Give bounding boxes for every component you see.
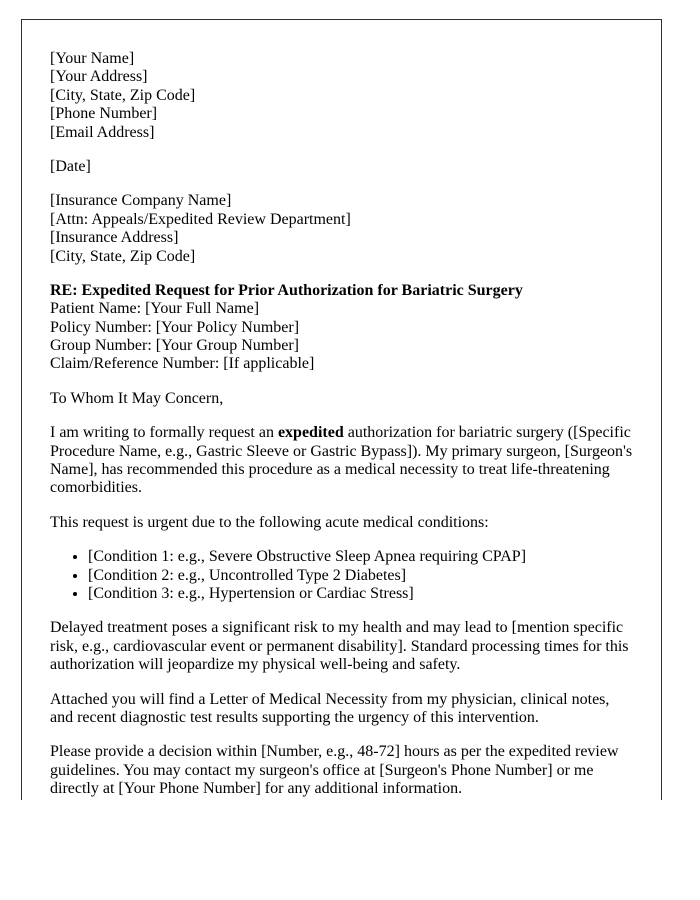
condition-item-1: • [Condition 1: e.g., Severe Obstructive Sleep Apnea requiring CPAP] xyxy=(88,548,633,566)
paragraph-request-text-before: I am writing to formally request an xyxy=(50,424,278,442)
letter-document xyxy=(21,19,662,800)
policy-number-line: Policy Number: [Your Policy Number] xyxy=(50,318,300,336)
sender-name: [Your Name] xyxy=(50,50,135,67)
claim-reference-line: Claim/Reference Number: [If applicable] xyxy=(50,355,315,373)
conditions-list xyxy=(50,548,633,603)
recipient-city-state-zip: [City, State, Zip Code] xyxy=(50,247,196,265)
group-number-line: Group Number: [Your Group Number] xyxy=(50,337,300,355)
paragraph-attachments: Attached you will find a Letter of Medical Necessity from my physician, clinical notes, and recent diagnostic test results supporting the urgency of this intervention. xyxy=(50,690,610,726)
sender-email: [Email Address] xyxy=(50,123,155,141)
paragraph-decision-request: Please provide a decision within [Number, e.g., 48-72] hours as per the expedited review guidelines. You may contact my surgeon's office at [Surgeon's Phone Number] or me directly at [Your Phone Number] for any additional information. xyxy=(50,743,619,798)
date-line: [Date] xyxy=(50,157,91,175)
sender-city-state-zip: [City, State, Zip Code] xyxy=(50,86,196,104)
recipient-company: [Insurance Company Name] xyxy=(50,192,232,210)
re-subject-line: RE: Expedited Request for Prior Authorization for Bariatric Surgery xyxy=(50,281,523,299)
paragraph-request-text-after: authorization for bariatric surgery ([Specific Procedure Name, e.g., Gastric Sleeve or Gastric Bypass]). My primary surgeon, [Surgeon's Name], has recommended this procedure as a medical necessity to treat life-threatening comorbidities. xyxy=(50,424,633,497)
patient-name-line: Patient Name: [Your Full Name] xyxy=(50,300,260,318)
paragraph-request xyxy=(50,424,633,498)
sender-address-block xyxy=(50,50,633,142)
recipient-attn: [Attn: Appeals/Expedited Review Department] xyxy=(50,210,351,228)
condition-item-2: • [Condition 2: e.g., Uncontrolled Type 2 Diabetes] xyxy=(88,567,633,585)
recipient-address: [Insurance Address] xyxy=(50,229,179,247)
salutation: To Whom It May Concern, xyxy=(50,389,224,407)
recipient-address-block xyxy=(50,192,633,266)
paragraph-delayed-risk: Delayed treatment poses a significant risk to my health and may lead to [mention specific risk, e.g., cardiovascular event or permanent disability]. Standard processing times for this authorization will jeopardize my physical well-being and safety. xyxy=(50,619,629,674)
condition-item-3: • [Condition 3: e.g., Hypertension or Cardiac Stress] xyxy=(88,585,633,603)
subject-block xyxy=(50,282,633,374)
sender-phone: [Phone Number] xyxy=(50,105,158,123)
paragraph-urgent-intro: This request is urgent due to the following acute medical conditions: xyxy=(50,513,489,531)
paragraph-request-bold-word: expedited xyxy=(277,424,344,442)
sender-address: [Your Address] xyxy=(50,68,148,86)
